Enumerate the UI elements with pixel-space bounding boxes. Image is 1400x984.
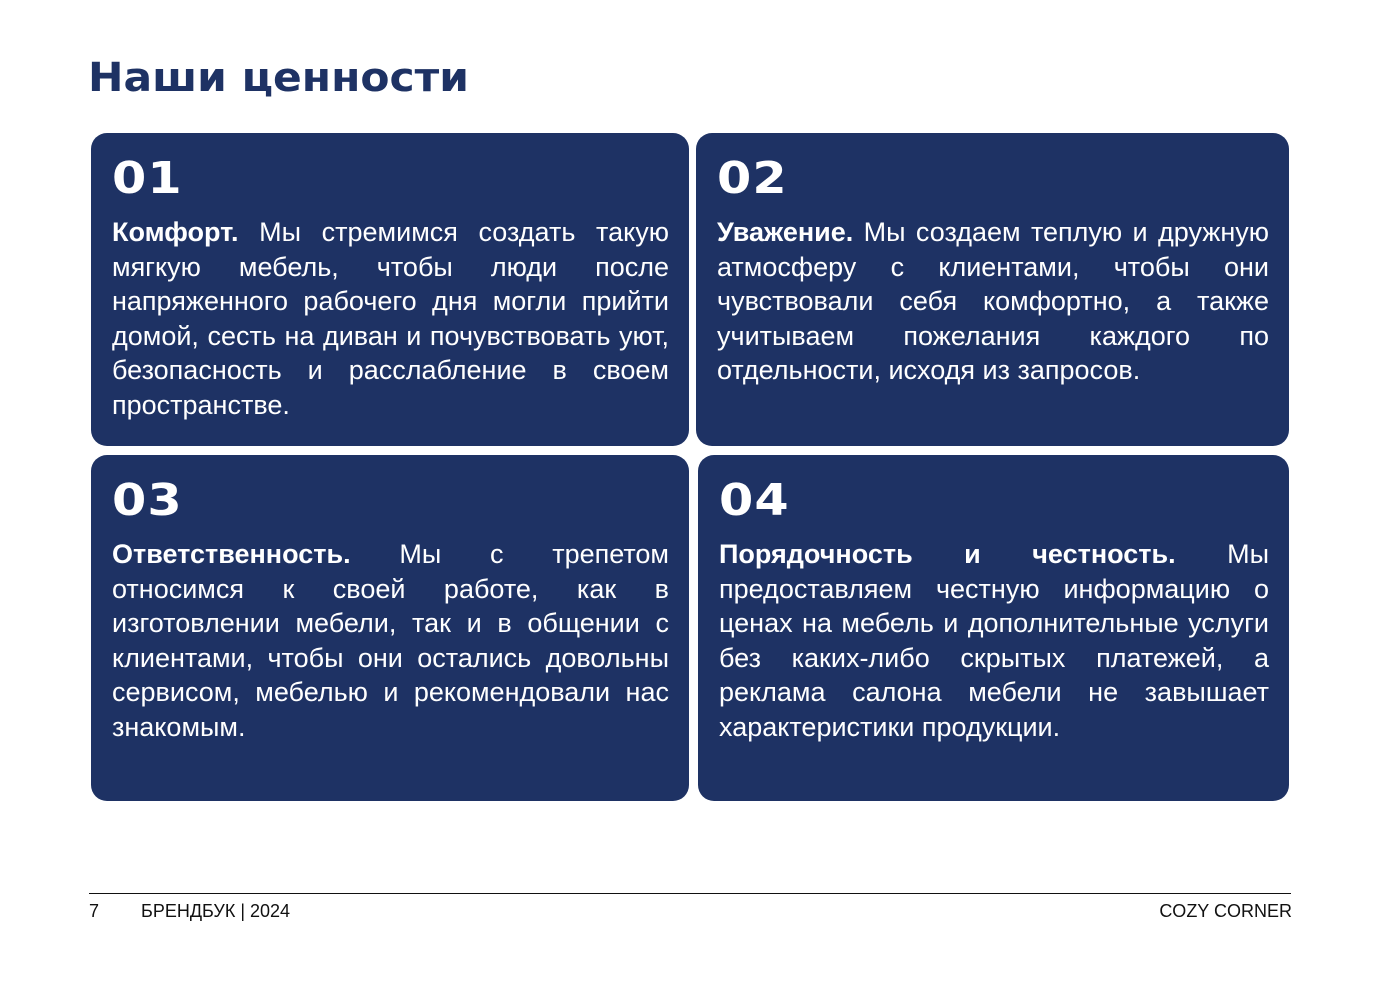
value-number: 02 [717,153,788,204]
value-text: Мы стремимся создать такую мягкую мебель, чтобы люди после напряженного рабочего дня могли прийти домой, сесть на диван и почувствовать уют, безопасность и расслабление в своем пространстве. [112,217,669,420]
page-title: Наши ценности [88,55,469,101]
footer-page-number: 7 [89,901,100,921]
value-number: 04 [719,475,790,526]
footer-divider [89,893,1291,894]
value-number: 03 [112,475,183,526]
value-text: Мы с трепетом относимся к своей работе, как в изготовлении мебели, так и в общении с клиентами, чтобы они остались довольны сервисом, мебелью и рекомендовали нас знакомым. [112,539,669,742]
value-description [719,537,1269,744]
value-card-honesty [698,455,1289,801]
value-text: Мы создаем теплую и дружную атмосферу с клиентами, чтобы они чувствовали себя комфортно, а также учитываем пожелания каждого по отдельности, исходя из запросов. [717,217,1269,385]
value-description [112,215,669,422]
value-description [112,537,669,744]
value-heading: Уважение. [717,217,854,247]
value-card-respect [696,133,1289,446]
value-heading: Порядочность и честность. [719,539,1176,569]
value-text: Мы предоставляем честную информацию о ценах на мебель и дополнительные услуги без каких-либо скрытых платежей, а реклама салона мебели не завышает характеристики продукции. [719,539,1269,742]
value-heading: Комфорт. [112,217,239,247]
value-card-comfort [91,133,689,446]
value-card-responsibility [91,455,689,801]
value-description [717,215,1269,388]
value-heading: Ответственность. [112,539,351,569]
value-number: 01 [112,153,183,204]
footer-company-name: COZY CORNER [1159,901,1292,921]
footer-doc-label: БРЕНДБУК | 2024 [141,901,291,921]
